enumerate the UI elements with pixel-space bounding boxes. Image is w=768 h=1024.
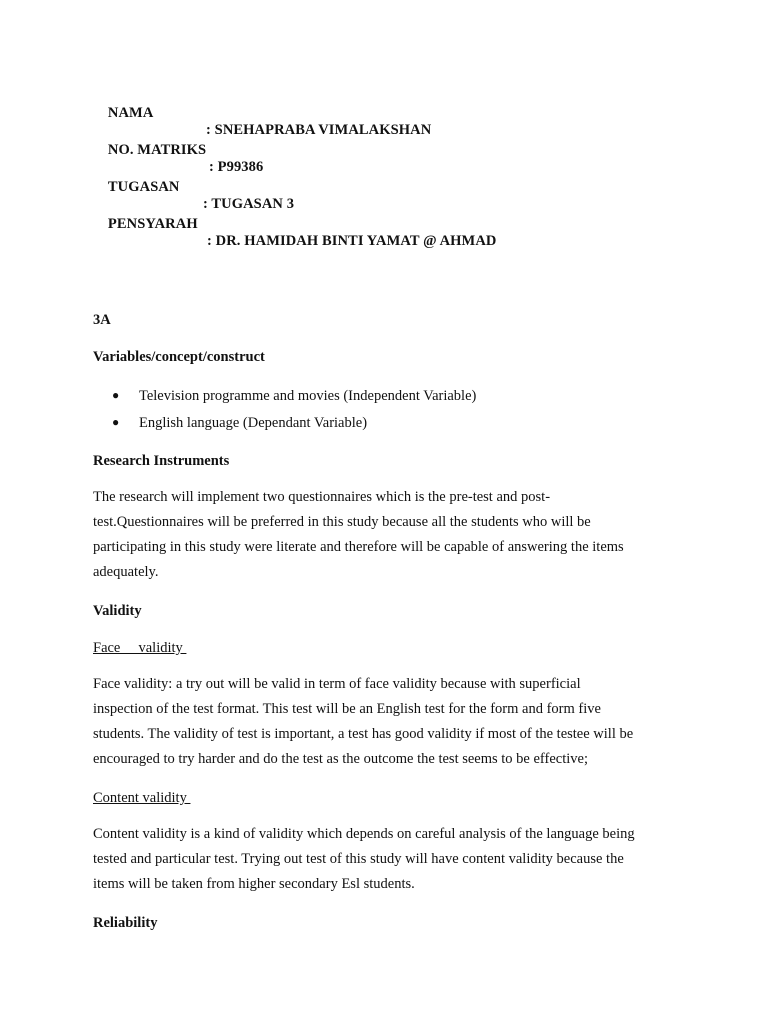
header-label: PENSYARAH	[107, 216, 198, 232]
paragraph-line: participating in this study were literate and therefore will be capable of answering the items	[93, 539, 624, 555]
header-label: NAMA	[107, 105, 154, 121]
header-label: TUGASAN	[107, 179, 180, 195]
header-label: NO. MATRIKS	[107, 142, 207, 158]
content-validity-paragraph	[93, 822, 683, 897]
list-item-text: English language (Dependant Variable)	[139, 415, 368, 431]
face-validity-paragraph	[93, 672, 683, 772]
validity-heading: Validity	[93, 603, 142, 619]
paragraph-line: items will be taken from higher secondary Esl students.	[93, 876, 415, 892]
content-validity-subheading: Content validity	[93, 790, 191, 806]
list-item-text: Television programme and movies (Independent Variable)	[139, 388, 477, 404]
research-instruments-heading: Research Instruments	[93, 453, 230, 469]
paragraph-line: students. The validity of test is important, a test has good validity if most of the testee will be	[93, 726, 634, 742]
reliability-heading: Reliability	[93, 915, 158, 931]
research-instruments-paragraph	[93, 485, 683, 585]
paragraph-line: adequately.	[93, 564, 159, 580]
header-value: : SNEHAPRABA VIMALAKSHAN	[206, 122, 432, 138]
paragraph-line: The research will implement two questionnaires which is the pre-test and post-	[93, 489, 551, 505]
face-validity-subheading: Face validity	[93, 640, 187, 656]
bullet-icon: ●	[112, 415, 120, 429]
paragraph-line: inspection of the test format. This test will be an English test for the form and form five	[93, 701, 601, 717]
paragraph-line: Content validity is a kind of validity which depends on careful analysis of the language being	[93, 826, 635, 842]
variables-heading: Variables/concept/construct	[93, 349, 265, 365]
header-value: : TUGASAN 3	[203, 196, 295, 212]
header-value: : DR. HAMIDAH BINTI YAMAT @ AHMAD	[207, 233, 497, 249]
paragraph-line: test.Questionnaires will be preferred in this study because all the students who will be	[93, 514, 591, 530]
paragraph-line: Face validity: a try out will be valid in term of face validity because with superficial	[93, 676, 581, 692]
bullet-icon: ●	[112, 388, 120, 402]
paragraph-line: tested and particular test. Trying out test of this study will have content validity because the	[93, 851, 624, 867]
section-3a-title: 3A	[93, 312, 111, 328]
paragraph-line: encouraged to try harder and do the test as the outcome the test seems to be effective;	[93, 751, 588, 767]
header-value: : P99386	[209, 159, 264, 175]
